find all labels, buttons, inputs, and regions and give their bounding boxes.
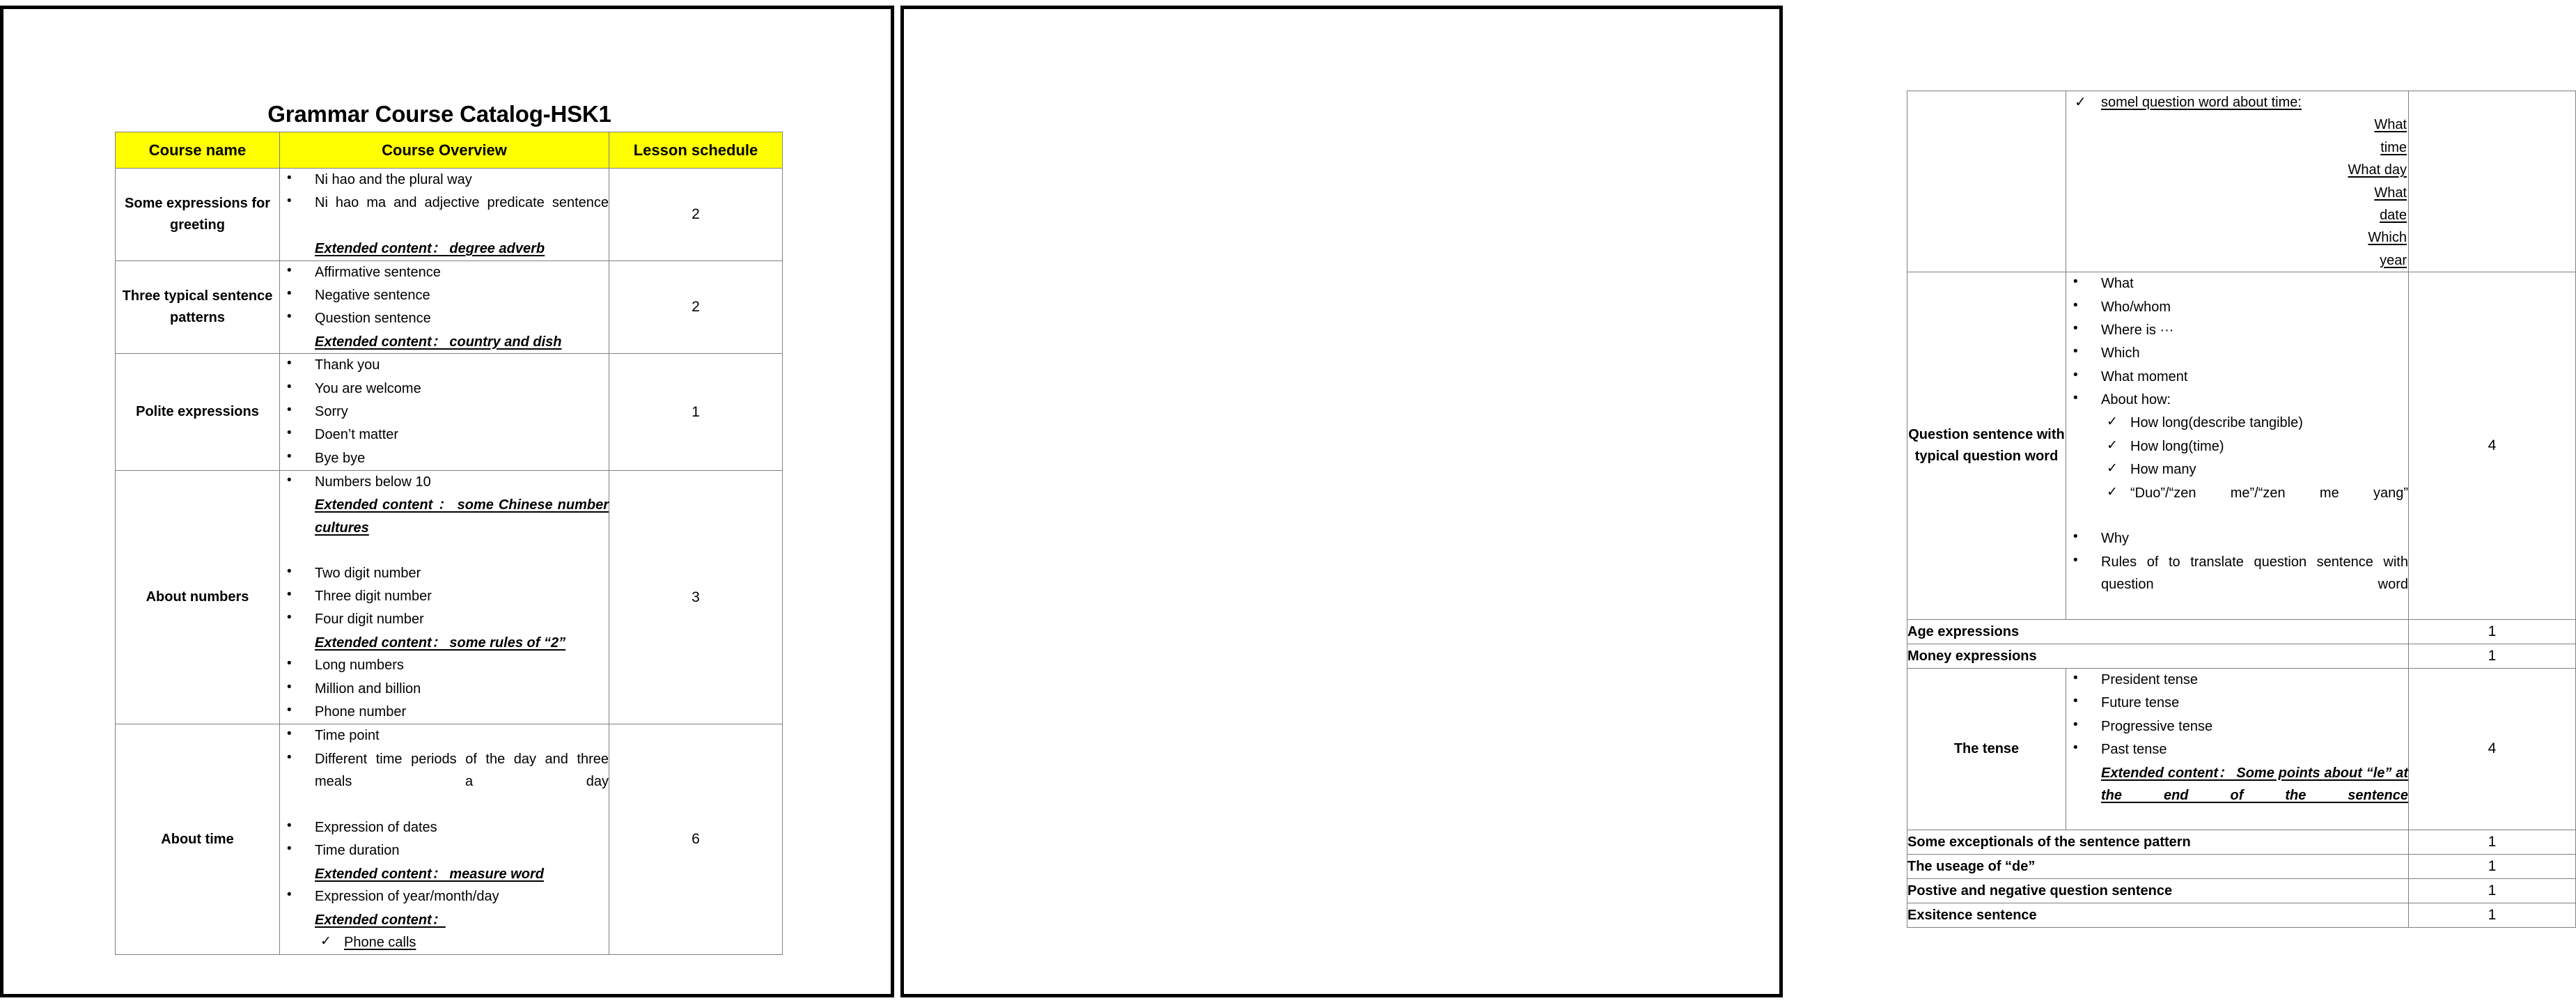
extended-content-note: Extended content： Some points about “le” at the end of the sentence (2101, 765, 2408, 803)
extended-content-note: Extended content： measure word (315, 866, 544, 882)
list-item: • Who/whom (2066, 296, 2408, 318)
row-topic: Age expressions (1907, 619, 2409, 644)
row-course-name: About time (116, 724, 280, 955)
question-word: time (2380, 139, 2407, 155)
page-title: Grammar Course Catalog-HSK1 (267, 101, 611, 127)
row-lesson-schedule: 1 (2409, 878, 2576, 903)
list-item: ✓ How long(describe tangible) (2098, 412, 2408, 434)
question-word: What (2374, 117, 2407, 133)
row-lesson-schedule: 1 (2409, 619, 2576, 644)
table-row (1907, 903, 2576, 927)
list-item: • Three digit number (280, 585, 609, 607)
table-row (1907, 669, 2576, 830)
extended-content-note: Extended content ： some Chinese number cultures (315, 497, 609, 536)
list-item: • Why (2066, 527, 2408, 550)
row-lesson-schedule: 1 (2409, 903, 2576, 927)
check-list (280, 931, 609, 954)
list-item: • Numbers below 10 (280, 471, 609, 493)
bullet-list (280, 885, 609, 908)
table-row (1907, 644, 2576, 669)
list-item: • Where is ··· (2066, 319, 2408, 341)
course-catalog-table (115, 132, 783, 955)
table-row (1907, 91, 2576, 272)
row-topic: Question sentence with typical question word (1907, 272, 2066, 620)
bullet-list (280, 261, 609, 330)
list-item: • Time duration (280, 839, 609, 862)
table-row (116, 724, 783, 955)
bullet-list (280, 354, 609, 469)
list-item: • What moment (2066, 366, 2408, 388)
table-row (116, 261, 783, 354)
list-item: • Bye bye (280, 447, 609, 469)
question-word: What day (2348, 162, 2407, 178)
list-item: • Rules of to translate question sentence with question word (2066, 551, 2408, 619)
row-body (2066, 669, 2409, 830)
row-topic: The tense (1907, 669, 2066, 830)
row-topic: Some exceptionals of the sentence pattern (1907, 830, 2409, 854)
bullet-list (280, 169, 609, 237)
row-body (2066, 91, 2409, 272)
list-item: • Future tense (2066, 692, 2408, 714)
list-item: • Four digit number (280, 608, 609, 630)
list-item: • Two digit number (280, 562, 609, 584)
table-row (1907, 272, 2576, 620)
extended-content-note: Extended content： (315, 912, 446, 928)
question-word: Which (2368, 230, 2407, 246)
table-row (1907, 830, 2576, 854)
list-item: • Long numbers (280, 654, 609, 676)
list-item: • Ni hao ma and adjective predicate sentence (280, 192, 609, 237)
row-course-overview (280, 354, 609, 471)
bullet-list (280, 724, 609, 862)
page-right (900, 6, 2497, 997)
extended-content-note: Extended content： country and dish (315, 334, 562, 350)
bullet-list (280, 654, 609, 723)
row-body (2066, 272, 2409, 620)
question-word: What (2374, 185, 2407, 201)
row-course-name: About numbers (116, 471, 280, 724)
extended-content-note: Extended content： some rules of “2” (315, 635, 566, 651)
list-item: • About how: (2066, 389, 2408, 411)
header-course-name: Course name (116, 132, 280, 169)
list-item: • Expression of dates (280, 816, 609, 839)
list-item: ✓ “Duo”/“zen me”/“zen me yang” (2098, 482, 2408, 527)
row-course-name: Polite expressions (116, 354, 280, 471)
bullet-list (2066, 669, 2408, 761)
check-heading: ✓ somel question word about time: (2066, 91, 2408, 114)
row-lesson-schedule: 3 (609, 471, 783, 724)
table-row (116, 471, 783, 724)
row-topic: Money expressions (1907, 644, 2409, 669)
bullet-list (280, 562, 609, 631)
extended-content-note: Extended content： degree adverb (315, 241, 545, 257)
list-item: ✓ How long(time) (2098, 435, 2408, 458)
row-course-name: Some expressions for greeting (116, 169, 280, 261)
bullet-list (2066, 527, 2408, 619)
list-item: • Negative sentence (280, 284, 609, 306)
list-item: • Progressive tense (2066, 715, 2408, 738)
row-course-overview (280, 471, 609, 724)
list-item: • Doen’t matter (280, 423, 609, 446)
list-item: • Past tense (2066, 738, 2408, 761)
list-item: • Expression of year/month/day (280, 885, 609, 908)
list-item: • Million and billion (280, 678, 609, 700)
bullet-list (280, 471, 609, 493)
list-item: • President tense (2066, 669, 2408, 691)
check-list (2066, 412, 2408, 527)
row-lesson-schedule: 2 (609, 169, 783, 261)
row-lesson-schedule: 1 (2409, 854, 2576, 878)
list-item: • Phone number (280, 701, 609, 723)
table-row (116, 169, 783, 261)
question-word: date (2380, 207, 2407, 223)
row-topic: The useage of “de” (1907, 854, 2409, 878)
row-lesson-schedule: 1 (2409, 644, 2576, 669)
row-lesson-schedule: 1 (2409, 830, 2576, 854)
table-row (116, 354, 783, 471)
row-course-overview (280, 261, 609, 354)
list-item: ✓ Phone calls (312, 931, 609, 954)
row-course-overview (280, 724, 609, 955)
row-course-overview (280, 169, 609, 261)
row-course-name: Three typical sentence patterns (116, 261, 280, 354)
row-topic: Exsitence sentence (1907, 903, 2409, 927)
list-item: • Affirmative sentence (280, 261, 609, 283)
list-item: • Sorry (280, 401, 609, 423)
list-item: • Ni hao and the plural way (280, 169, 609, 191)
grammar-topics-table (1907, 91, 2576, 928)
row-lesson-schedule: 4 (2409, 272, 2576, 620)
list-item: • Thank you (280, 354, 609, 376)
header-course-overview: Course Overview (280, 132, 609, 169)
table-row (1907, 878, 2576, 903)
row-lesson-schedule: 6 (609, 724, 783, 955)
table-header-row (116, 132, 783, 169)
list-item: • You are welcome (280, 378, 609, 400)
header-lesson-schedule: Lesson schedule (609, 132, 783, 169)
row-topic (1907, 91, 2066, 272)
page-left (0, 6, 894, 997)
table-row (1907, 619, 2576, 644)
list-item: • Time point (280, 724, 609, 747)
row-topic: Postive and negative question sentence (1907, 878, 2409, 903)
list-item: ✓ How many (2098, 458, 2408, 481)
list-item: • Different time periods of the day and three meals a day (280, 748, 609, 816)
table-row (1907, 854, 2576, 878)
list-item: • Which (2066, 342, 2408, 364)
row-lesson-schedule (2409, 91, 2576, 272)
question-word: year (2380, 252, 2407, 268)
list-item: • What (2066, 272, 2408, 295)
list-item: • Question sentence (280, 307, 609, 329)
bullet-list (2066, 272, 2408, 411)
stacked-question-words (2066, 114, 2408, 272)
row-lesson-schedule: 1 (609, 354, 783, 471)
row-lesson-schedule: 2 (609, 261, 783, 354)
row-lesson-schedule: 4 (2409, 669, 2576, 830)
